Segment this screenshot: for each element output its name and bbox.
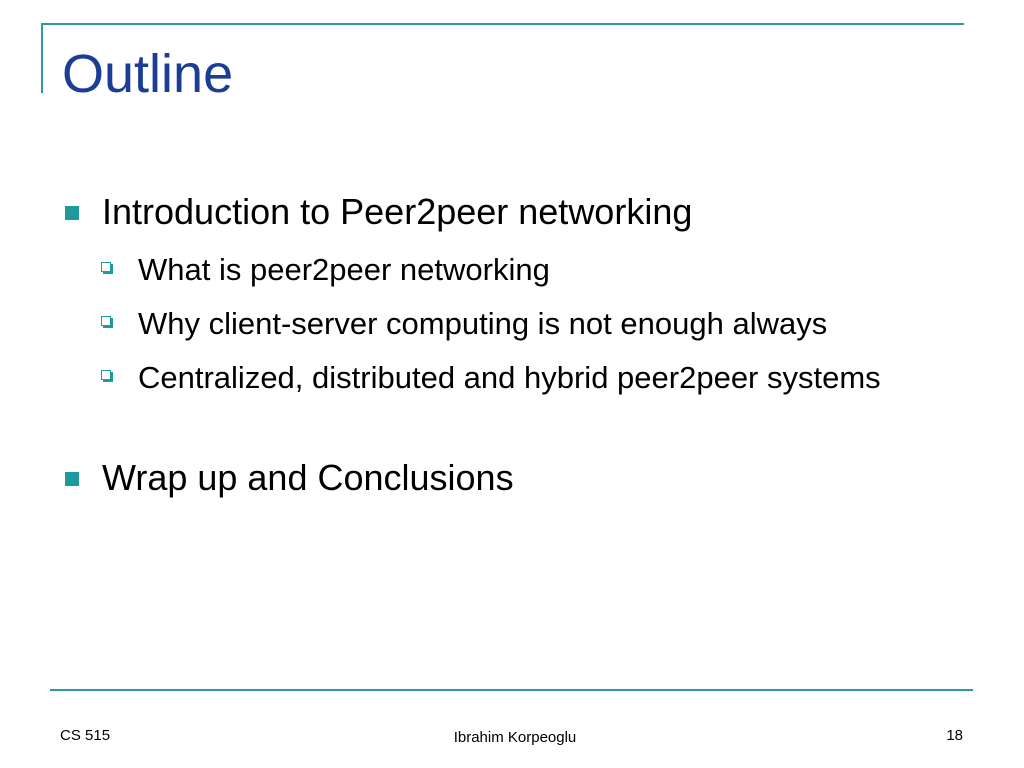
square-bullet-icon [65, 206, 79, 220]
hollow-square-bullet-icon [101, 262, 111, 272]
footer-author-wrap [0, 728, 1024, 748]
slide-title: Outline [62, 44, 234, 104]
bullet-text: Introduction to Peer2peer networking [102, 191, 693, 232]
hollow-square-bullet-icon [101, 370, 111, 380]
sub-bullet-text: Why client-server computing is not enough always [138, 306, 828, 341]
sub-bullet-text: Centralized, distributed and hybrid peer2peer systems [138, 360, 881, 395]
square-bullet-icon [65, 472, 79, 486]
footer-rule [50, 689, 973, 691]
footer-course: CS 515 [60, 727, 111, 744]
hollow-square-bullet-icon [101, 316, 111, 326]
title-frame-left-rule [41, 23, 43, 93]
title-frame-top-rule [41, 23, 964, 25]
bullet-text: Wrap up and Conclusions [102, 457, 514, 498]
footer-page-number: 18 [946, 727, 963, 744]
footer-author: Ibrahim Korpeoglu [453, 729, 577, 746]
sub-bullet-text: What is peer2peer networking [138, 252, 550, 287]
